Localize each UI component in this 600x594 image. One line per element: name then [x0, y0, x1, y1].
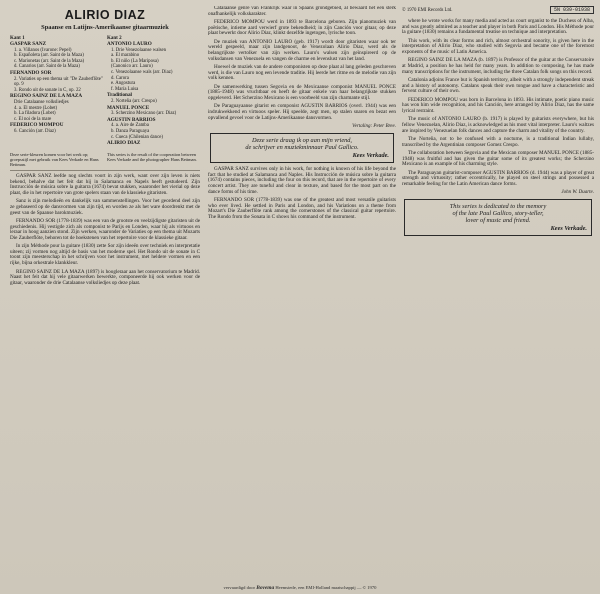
track-composer: AGUSTIN BARRIOS	[107, 116, 156, 123]
catalog-number: 5N 039-01938	[550, 6, 594, 14]
track-title: 6. Canción (arr. Diaz)	[14, 128, 56, 134]
track-title: d. Canarios (arr. Saint de la Maza)	[14, 64, 80, 70]
sleeve-paragraph: De muziek van ANTONIO LAURO (geb. 1917) wordt door gitaristen waar ook ter wereld gespeeld, maar zijn landgenoot, de Venezolaan Alirio Diaz, werd als de belangrijkste vertolker van zijn werken. Lauro's walsen zijn geïnspireerd op de volksdansen van Venezuela en vangen de charme en levenslust van het land.	[208, 38, 396, 62]
tracklist-side-1	[10, 35, 103, 147]
sleeve-paragraph: FEDERICO MOMPOU was born in Barcelona in 1893. His intimate, poetic piano music has won him wide recognition, and his Canción, here arranged by Alirio Diaz, has the same lyrical restraint.	[402, 96, 594, 114]
english-notes-part-2	[402, 19, 594, 188]
track-title: b. La filadora (Lobet)	[14, 111, 56, 117]
dedication-english-signature: Kees Verkade.	[550, 225, 587, 233]
sleeve-paragraph: The music of ANTONIO LAURO (b. 1917) is played by guitarists everywhere, but his fellow Venezuelan, Alirio Diaz, is acknowledged as his most vital interpreter. Lauro's waltzes are inspired by Venezuelan folk dances and capture the charm and vitality of the country.	[402, 116, 594, 134]
track-title: 1. a. Villanos (Ivarone: Pepel)	[14, 47, 72, 53]
track-title: 4. a. Aire de Zamba	[111, 123, 149, 129]
track-composer: ALIRIO DIAZ	[107, 140, 141, 147]
track-title: c. Venezolaanse wals (arr. Diaz)	[111, 69, 173, 75]
track-title: 3. Rondo uit de sonate in C, op. 22	[14, 87, 81, 93]
dedication-english-line-1: This series is dedicated to the memory	[449, 203, 547, 211]
divider	[10, 170, 200, 171]
column-2	[208, 6, 396, 580]
track-title: 4. a. El mestre (Lobet)	[14, 105, 58, 111]
dutch-notes-part-2	[208, 6, 396, 121]
catalog-bar	[402, 6, 594, 14]
tracklist-side-2	[107, 35, 200, 147]
sleeve-paragraph: GASPAR SANZ survives only in his work, for nothing is known of his life beyond the fact that he studied at Salamanca and Naples. His Instrucción de música sobre la guitarra (1674) contains pieces, including the four on this record, that are in the repertoire of every concert artist. They are tuneful and clear in texture, and based for the most part on the dance forms of his time.	[208, 166, 396, 195]
track-title: c. El noi de la mare	[14, 116, 52, 122]
dutch-notes-part-1	[10, 174, 200, 286]
track-title: (Canonico arr. Lauro)	[111, 64, 153, 70]
track-composer: FERNANDO SOR	[10, 69, 52, 76]
track-title: c. Cueca (Chilenian dance)	[111, 134, 163, 140]
track-title: 2. Variaties op een thema uit "De Zauberflöte" op. 9	[14, 76, 103, 88]
side-2-label: Kant 2	[107, 36, 122, 41]
series-note-english: This series is the result of the cooperation between Kees Verkade and the photographer Hans Bettman.	[107, 151, 197, 162]
track-title: c. Marionetas (arr. Saint de la Maza)	[14, 58, 85, 64]
sleeve-paragraph: Hoewel de muziek van de andere componisten op deze plaat al lang geleden geschreven werd, is die van Lauro nog een levende traditie. Hij leerde het ritme en de melodie van zijn volk kennen.	[208, 64, 396, 82]
footer-suffix: Heemstede, een EMI-Holland maatschappij — © 1970	[275, 585, 377, 590]
album-title: ALIRIO DIAZ	[64, 8, 146, 22]
sleeve-paragraph: GASPAR SANZ leefde nog slechts voort in zijn werk, want over zijn leven is niets bekend, behalve dat het feit dat hij in Salamanca en Napels heeft gestudeerd. Zijn Instrucción de música sobre la guitarra (1674) bevat stukken, waaronder het vierial op deze plaat, die in het repertoire van grote spelers staan van de klassieke gitaristen.	[10, 172, 200, 196]
english-notes-part-1	[208, 167, 396, 220]
sleeve-paragraph: De Paraguayaanse gitarist en componist AGUSTIN BARRIOS (overl. 1944) was een indrukwekkend en virtuoos speler. Hij speelde, zegt men, op stalen snaren en bezat een opvallend gevoel voor de Latijns-Amerikaanse dansvormen.	[208, 103, 396, 121]
sleeve-paragraph: Sanz is zijn melodieën en dankelijk van sammenstellingen. Voor het geordend deel zijn ze gebaseerd op de dansvormen van zijn tijd, en worden ze als het ware doordrenkt met de geest van de Spaanse barokmuziek.	[10, 198, 200, 216]
sleeve-paragraph: REGINO SAINZ DE LA MAZA (b. 1897) is Professor of the guitar at the Conservatoire at Madrid, a position he has held for many years. In addition to composing, he has made many transcriptions for the instrument, including the three Catalan folk songs on this record.	[402, 57, 594, 75]
dedication-english-line-3: lover of music and friend.	[465, 217, 531, 225]
album-subtitle: Spaanse en Latijns-Amerikaanse gitaarmuziek	[41, 24, 169, 31]
column-1	[10, 6, 200, 580]
sleeve-paragraph: FERNANDO SOR (1778-1839) was een van de grootste en veelzijdigste gitaristen uit de geschiedenis. Hij vestigde zich als componist te Parijs en Londen, waar hij als virtuoos en leraar in hoog aanzien stond. Zijn werken, waaronder de Variaties op een thema uit Mozarts Die Zauberflöte, behoren tot de hoekstenen van het repertoire voor de klassieke gitaar.	[10, 217, 200, 241]
track-title: e. Angostura	[111, 81, 136, 87]
sleeve-paragraph: REGINO SAINZ DE LA MAZA (1897) is hoogleraar aan het conservatorium te Madrid. Naast het feit dat hij vele gitaarwerken bewerkte, componeerde hij ook werken voor de gitaar, waaronder de drie Catalaanse volksliedjes op deze plaat.	[10, 268, 200, 286]
translator-credit: Vertaling: Peter Bree.	[352, 124, 396, 130]
track-composer: Traditional	[107, 92, 132, 99]
dedication-dutch	[210, 133, 394, 163]
side-1-tracks	[10, 42, 103, 135]
sleeve-paragraph: In zijn Méthode pour la guitare (1830) zette Sor zijn ideeën over techniek en interpretatie uiteen; zij vormen nog altijd de basis van het moderne spel. Het Rondo uit de sonate in C toont zijn meesterschap in het schrijven voor het instrument, met heldere vormen en een rijke, bijna orkestrale klankkleur.	[10, 243, 200, 267]
track-composer: GASPAR SANZ	[10, 41, 47, 47]
track-title: Drie Catalaanse volksliedjes	[14, 99, 69, 105]
dedication-english-line-2: of the late Paul Gallico, story-teller,	[452, 210, 544, 218]
dedication-dutch-line-1: Deze serie draag ik op aan mijn vriend,	[251, 137, 353, 145]
track-title: b. El niño (La Mariposa)	[111, 58, 159, 64]
track-title: 2. Norteña (arr. Crespo)	[111, 98, 157, 104]
side-1-label: Kant 1	[10, 36, 25, 41]
sleeve-paragraph: Catalaanse genre van Frankrijk waar in Spaans grondgebied, al bewaard het een sterk onafhankelijk volkskarakter.	[208, 6, 396, 17]
sleeve-paragraph: FEDERICO MOMPOU werd in 1893 te Barcelona geboren. Zijn pianomuziek van poëtische, intieme aard verwierf grote bekendheid; in zijn Canción voor gitaar, op deze plaat bewerkt door Alirio Diaz, klinkt dezelfde ingetogen, lyrische toon.	[208, 19, 396, 37]
sleeve-paragraph: The collaboration between Segovia and the Mexican composer MANUEL PONCE (1885-1948) was fruitful and has given the guitar some of its greatest works; the Scherzino Mexicano is an example of his charming style.	[402, 150, 594, 168]
footer-prefix: vervaardigd door	[223, 585, 256, 590]
manufacturer-footer	[10, 585, 590, 591]
dedication-dutch-line-2: de schrijver en muziekminnaar Paul Gallico.	[245, 144, 359, 152]
dedication-dutch-signature: Kees Verkade.	[352, 152, 389, 160]
dedication-english	[404, 199, 592, 236]
bovema-logo: Bovema	[256, 585, 275, 591]
copyright-notice: © 1970 EMI Records Ltd.	[402, 7, 453, 13]
author-credit: John W. Duarte.	[561, 190, 594, 196]
tracklists	[10, 35, 200, 147]
track-composer: REGINO SAINZ DE LA MAZA	[10, 93, 83, 100]
track-title: b. Danza Paraguaya	[111, 128, 150, 134]
track-composer: MANUEL PONCE	[107, 104, 150, 111]
track-title: d. Carora	[111, 75, 129, 81]
column-3	[402, 6, 594, 580]
track-title: 3. Scherzino Mexicano (arr. Diaz)	[111, 111, 177, 117]
sleeve-paragraph: where he wrote works for many media and acted as court organist to the Duchess of Alba, and was greatly admired as a teacher and player in both Paris and London. His Méthode pour la guitare (1830) remains a fundamental treatise on technique and interpretation.	[402, 18, 594, 36]
series-note-dutch: Deze serie-kleuren komen voor het werk op; groepsstijl met gebruik van Kees Verkade en Hans Bettman.	[10, 151, 99, 167]
sleeve-paragraph: This work, with its clear forms and rich, almost orchestral sonority, is given here in the interpretation of Alirio Diaz, who studied with Segovia and became one of the foremost exponents of the music of Latin America.	[402, 37, 594, 55]
track-title: a. El marabino	[111, 53, 140, 59]
side-2-tracks	[107, 42, 200, 147]
track-title: f. María Luisa	[111, 86, 139, 92]
series-notes	[10, 152, 200, 167]
sleeve-paragraph: The Norteña, not to be confused with a nocturne, is a traditional Indian lullaby, transcribed by the Argentinian composer Gomez Crespo.	[402, 136, 594, 148]
track-title: b. Españoleta (arr. Saint de la Maza)	[14, 53, 84, 59]
sleeve-paragraph: De samenwerking tussen Segovia en de Mexicaanse componist MANUEL PONCE (1885-1948) was vruchtbaar en heeft de gitaar enkele van haar belangrijkste stukken opgeleverd. Het Scherzino Mexicano is een voorbeeld van zijn charmante stijl.	[208, 83, 396, 101]
track-composer: ANTONIO LAURO	[107, 41, 152, 47]
sleeve-paragraph: FERNANDO SOR (1778-1839) was one of the greatest and most versatile guitarists who ever lived. He settled in Paris and London, and his Variations on a theme from Mozart's Die Zauberflöte rank among the cornerstones of the classical guitar repertoire. The Rondo from the Sonata in C shows his command of the instrument.	[208, 196, 396, 220]
track-composer: FEDERICO MOMPOU	[10, 122, 64, 129]
sleeve-paragraph: The Paraguayan guitarist-composer AGUSTIN BARRIOS (d. 1944) was a player of great strength and virtuosity; rather eccentrically, he played on steel strings and possessed a remarkable feeling for the Latin American dance forms.	[402, 169, 594, 187]
sleeve-paragraph: Catalonia adjoins France but is Spanish territory, albeit with a strongly independent streak and a history of autonomy. Catalans speak their own tongue and have a characteristic and fervent culture of their own.	[402, 77, 594, 95]
track-title: 1. Drie Venezolaanse walsen	[111, 47, 167, 53]
